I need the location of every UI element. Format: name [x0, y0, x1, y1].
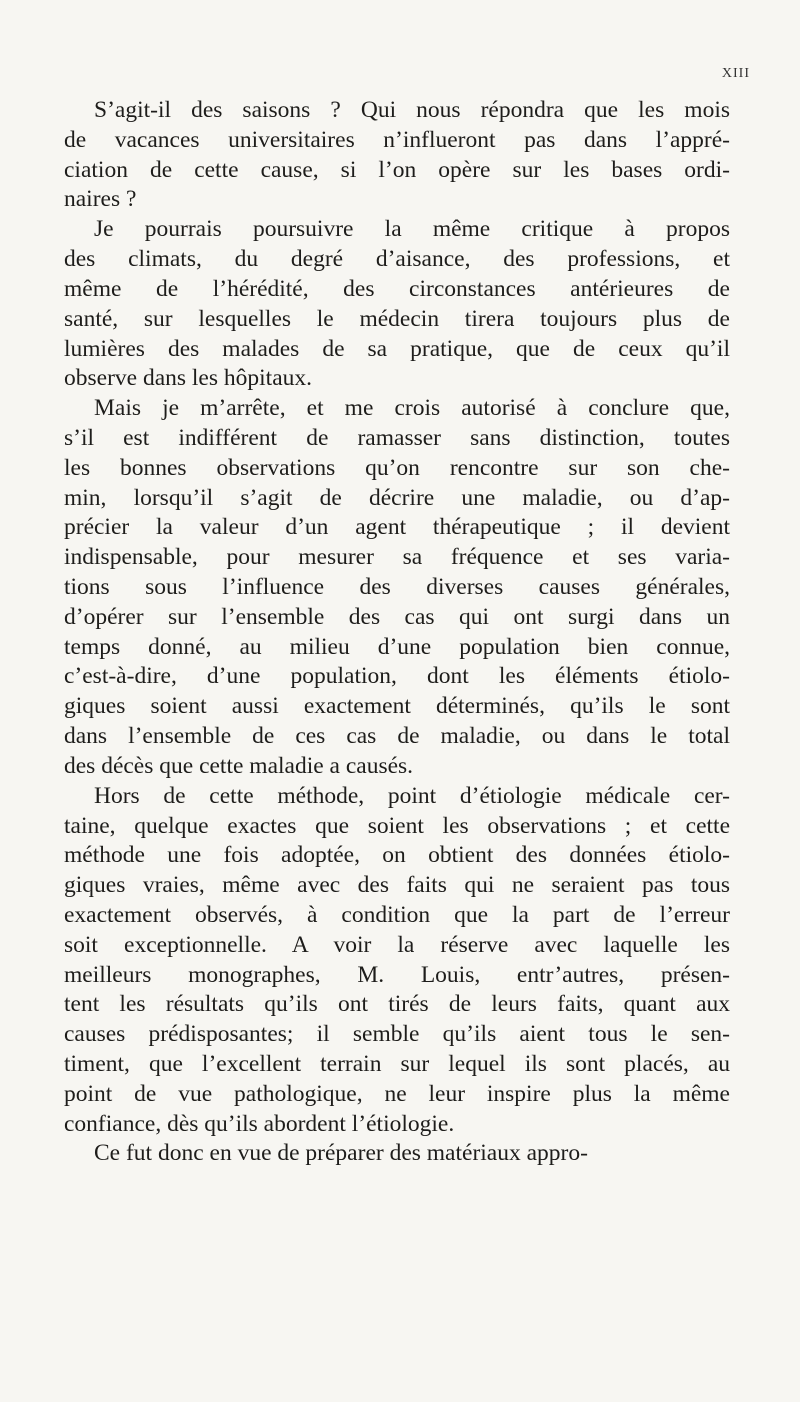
- paragraph: [64, 215, 730, 394]
- text-line: des climats, du degré d’aisance, des professions, et: [64, 246, 730, 273]
- text-line: giques vraies, même avec des faits qui ne seraient pas tous: [64, 872, 730, 899]
- text-line: tions sous l’influence des diverses causes générales,: [64, 574, 730, 600]
- text-line: même de l’hérédité, des circonstances antérieures de: [64, 275, 730, 302]
- text-line: précier la valeur d’un agent thérapeutique ; il devient: [64, 514, 730, 541]
- paragraph: [64, 1139, 730, 1169]
- text-line: point de vue pathologique, ne leur inspire plus la même: [64, 1080, 730, 1107]
- text-line: timent, que l’excellent terrain sur lequel ils sont placés, au: [64, 1051, 730, 1077]
- text-line: ciation de cette cause, si l’on opère sur les bases ordi-: [64, 156, 730, 183]
- paragraph: [64, 394, 730, 782]
- text-line: lumières des malades de sa pratique, que de ceux qu’il: [64, 335, 730, 362]
- text-line: meilleurs monographes, M. Louis, entr’autres, présen-: [64, 961, 730, 988]
- text-line: confiance, dès qu’ils abordent l’étiologie.: [64, 1110, 455, 1137]
- paragraph: [64, 782, 730, 1140]
- text-line: Hors de cette méthode, point d’étiologie médicale cer-: [94, 782, 730, 809]
- text-line: indispensable, pour mesurer sa fréquence et ses varia-: [64, 544, 730, 571]
- text-line: naires ?: [64, 186, 137, 213]
- text-line: s’il est indifférent de ramasser sans distinction, toutes: [64, 424, 730, 451]
- text-line: Ce fut donc en vue de préparer des matériaux appro-: [94, 1140, 588, 1167]
- text-line: causes prédisposantes; il semble qu’ils aient tous le sen-: [64, 1021, 730, 1048]
- text-line: temps donné, au milieu d’une population bien connue,: [64, 633, 730, 660]
- text-line: de vacances universitaires n’influeront pas dans l’appré-: [64, 126, 730, 153]
- body-text: [64, 96, 730, 1169]
- text-line: c’est-à-dire, d’une population, dont les éléments étiolo-: [64, 663, 730, 690]
- text-line: les bonnes observations qu’on rencontre sur son che-: [64, 454, 730, 481]
- text-line: méthode une fois adoptée, on obtient des données étiolo-: [64, 842, 730, 869]
- text-line: exactement observés, à condition que la part de l’erreur: [64, 901, 730, 928]
- text-line: d’opérer sur l’ensemble des cas qui ont surgi dans un: [64, 603, 730, 630]
- text-line: S’agit-il des saisons ? Qui nous répondra que les mois: [94, 97, 730, 123]
- text-line: observe dans les hôpitaux.: [64, 365, 313, 392]
- text-line: giques soient aussi exactement déterminés, qu’ils le sont: [64, 693, 730, 720]
- text-line: des décès que cette maladie a causés.: [64, 752, 414, 779]
- text-line: Je pourrais poursuivre la même critique à propos: [94, 216, 730, 243]
- paragraph: [64, 96, 730, 215]
- text-line: santé, sur lesquelles le médecin tirera toujours plus de: [64, 305, 730, 332]
- text-line: min, lorsqu’il s’agit de décrire une maladie, ou d’ap-: [64, 484, 730, 511]
- page-number: XIII: [721, 66, 750, 81]
- text-line: tent les résultats qu’ils ont tirés de leurs faits, quant aux: [64, 991, 730, 1018]
- text-line: dans l’ensemble de ces cas de maladie, ou dans le total: [64, 723, 730, 750]
- text-line: Mais je m’arrête, et me crois autorisé à conclure que,: [94, 395, 730, 422]
- text-line: soit exceptionnelle. A voir la réserve avec laquelle les: [64, 931, 730, 958]
- text-line: taine, quelque exactes que soient les observations ; et cette: [64, 812, 730, 839]
